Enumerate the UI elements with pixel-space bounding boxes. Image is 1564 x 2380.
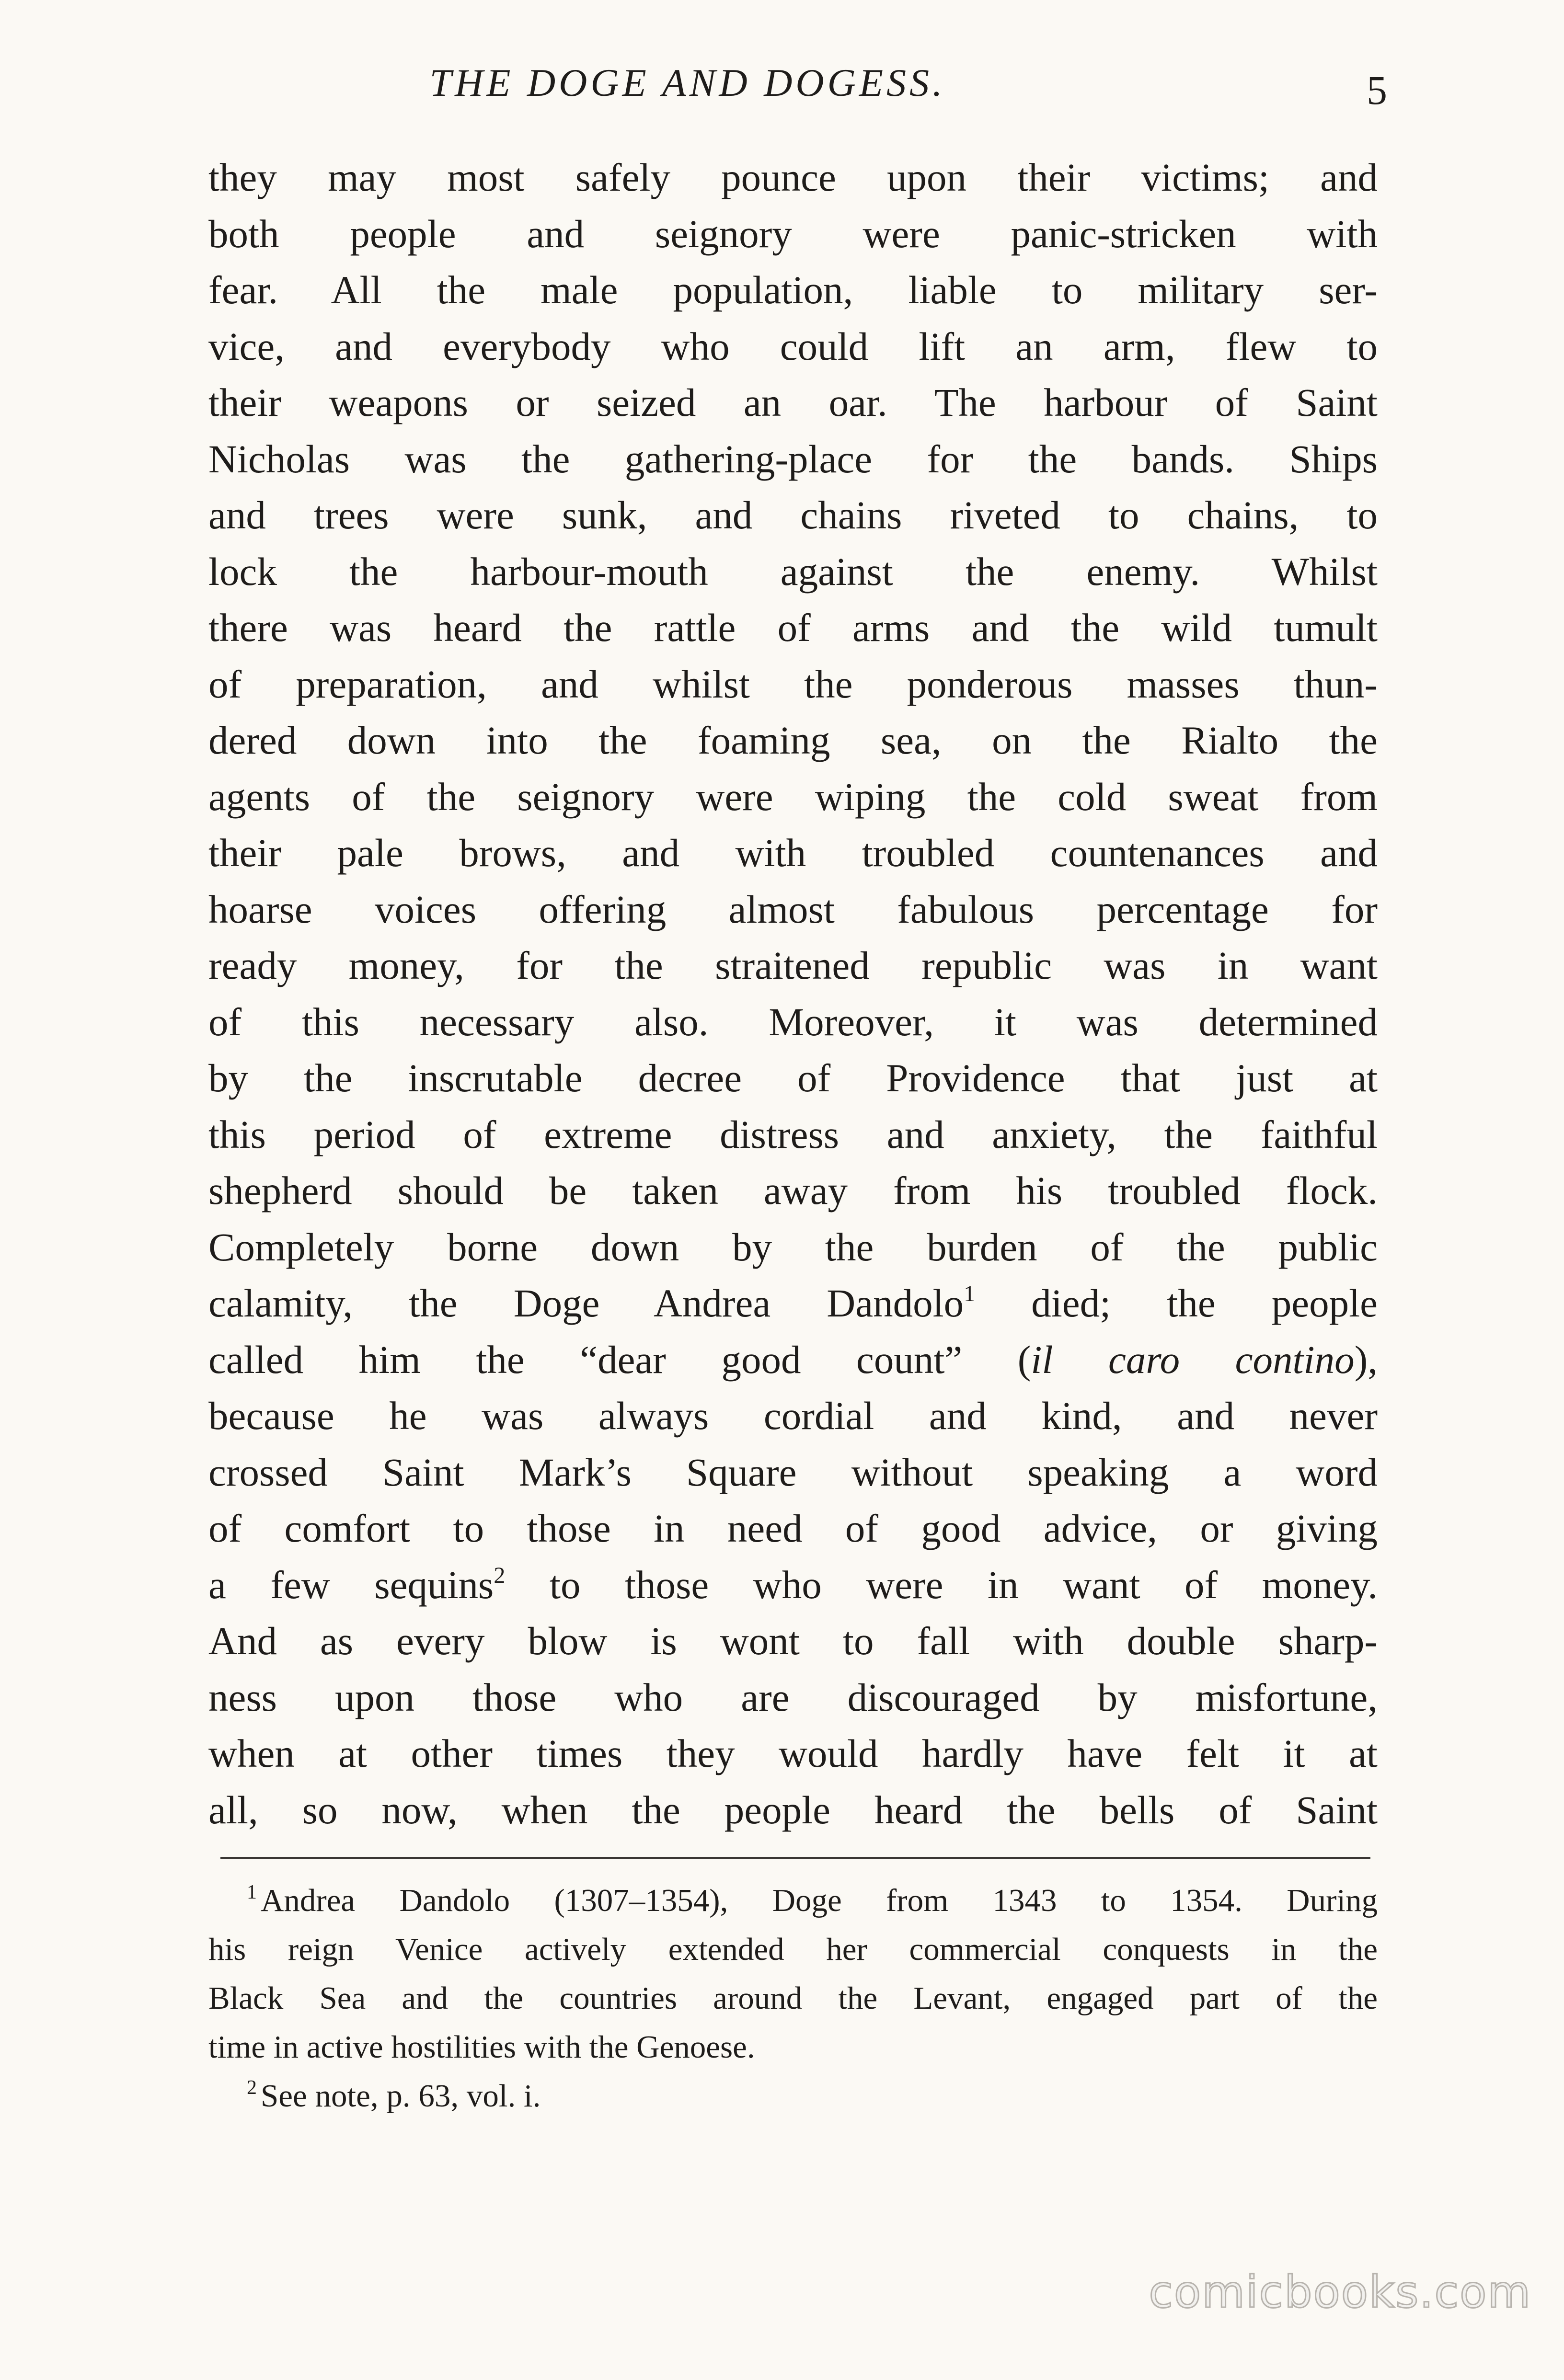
text-line: lock the harbour-mouth against the enemy. Whilst: [208, 549, 1378, 594]
text-segment: a few sequins: [208, 1562, 494, 1607]
footnote-rule: [220, 1857, 1370, 1859]
text-segment: ),: [1354, 1337, 1378, 1382]
text-line: of comfort to those in need of good advice, or giving: [208, 1506, 1378, 1550]
text-line: all, so now, when the people heard the bells of Saint: [208, 1787, 1378, 1832]
footnote-text: See note, p. 63, vol. i.: [261, 2078, 541, 2114]
text-line: fear. All the male population, liable to military ser-: [208, 268, 1378, 312]
footnote-text: Andrea Dandolo (1307–1354), Doge from 1343 to 1354. During: [261, 1883, 1378, 1918]
text-line: dered down into the foaming sea, on the Rialto the: [208, 718, 1378, 762]
page-number: 5: [1367, 67, 1387, 113]
watermark: comicbooks.com: [1149, 2266, 1531, 2318]
footnote-1-line: his reign Venice actively extended her commercial conquests in the: [208, 1932, 1378, 1967]
text-line: agents of the seignory were wiping the cold sweat from: [208, 774, 1378, 819]
text-line: shepherd should be taken away from his troubled flock.: [208, 1168, 1378, 1213]
text-line: their pale brows, and with troubled countenances and: [208, 831, 1378, 875]
body-text: [208, 149, 1378, 1838]
italic-phrase: il caro contino: [1031, 1337, 1355, 1382]
text-line: crossed Saint Mark’s Square without speaking a word: [208, 1450, 1378, 1494]
text-line: Completely borne down by the burden of the public: [208, 1224, 1378, 1269]
text-line: ready money, for the straitened republic was in want: [208, 943, 1378, 987]
text-line: this period of extreme distress and anxiety, the faithful: [208, 1112, 1378, 1156]
footnote-2-line: [208, 2071, 1378, 2120]
text-line: of preparation, and whilst the ponderous masses thun-: [208, 662, 1378, 706]
text-line: by the inscrutable decree of Providence that just at: [208, 1056, 1378, 1100]
text-segment: died; the people: [1031, 1281, 1378, 1325]
footnote-1-line: [208, 1876, 1378, 1925]
text-line-with-footnote-ref: [208, 1557, 1378, 1613]
running-head-title: THE DOGE AND DOGESS.: [429, 61, 946, 104]
footnote-marker-2: 2: [494, 1562, 506, 1588]
text-line: And as every blow is wont to fall with double sharp-: [208, 1619, 1378, 1663]
text-line: vice, and everybody who could lift an arm, flew to: [208, 324, 1378, 368]
text-line: and trees were sunk, and chains riveted to chains, to: [208, 493, 1378, 537]
text-segment: to those who were in want of money.: [549, 1562, 1378, 1607]
footnotes: [208, 1876, 1378, 2120]
text-line: ness upon those who are discouraged by misfortune,: [208, 1675, 1378, 1719]
text-line: hoarse voices offering almost fabulous percentage for: [208, 887, 1378, 931]
text-line: because he was always cordial and kind, and never: [208, 1394, 1378, 1438]
text-segment: called him the “dear good count” (: [208, 1337, 1031, 1382]
text-line-with-footnote-ref: [208, 1275, 1378, 1332]
footnote-2-marker: 2: [247, 2077, 257, 2099]
text-line: of this necessary also. Moreover, it was determined: [208, 999, 1378, 1044]
text-segment: calamity, the Doge Andrea Dandolo: [208, 1281, 964, 1325]
text-line-with-italic: [208, 1332, 1378, 1388]
footnote-1-line: time in active hostilities with the Genoese.: [208, 2029, 755, 2065]
footnote-1-line: Black Sea and the countries around the Levant, engaged part of the: [208, 1980, 1378, 2016]
text-line: both people and seignory were panic-stricken with: [208, 211, 1378, 256]
text-line: there was heard the rattle of arms and the wild tumult: [208, 606, 1378, 650]
footnote-1-marker: 1: [247, 1881, 257, 1903]
text-line: they may most safely pounce upon their victims; and: [208, 155, 1378, 199]
running-head: [208, 57, 1387, 113]
text-line: Nicholas was the gathering-place for the bands. Ships: [208, 436, 1378, 481]
text-line: when at other times they would hardly have felt it at: [208, 1731, 1378, 1775]
text-line: their weapons or seized an oar. The harbour of Saint: [208, 380, 1378, 424]
footnote-marker-1: 1: [964, 1281, 976, 1306]
